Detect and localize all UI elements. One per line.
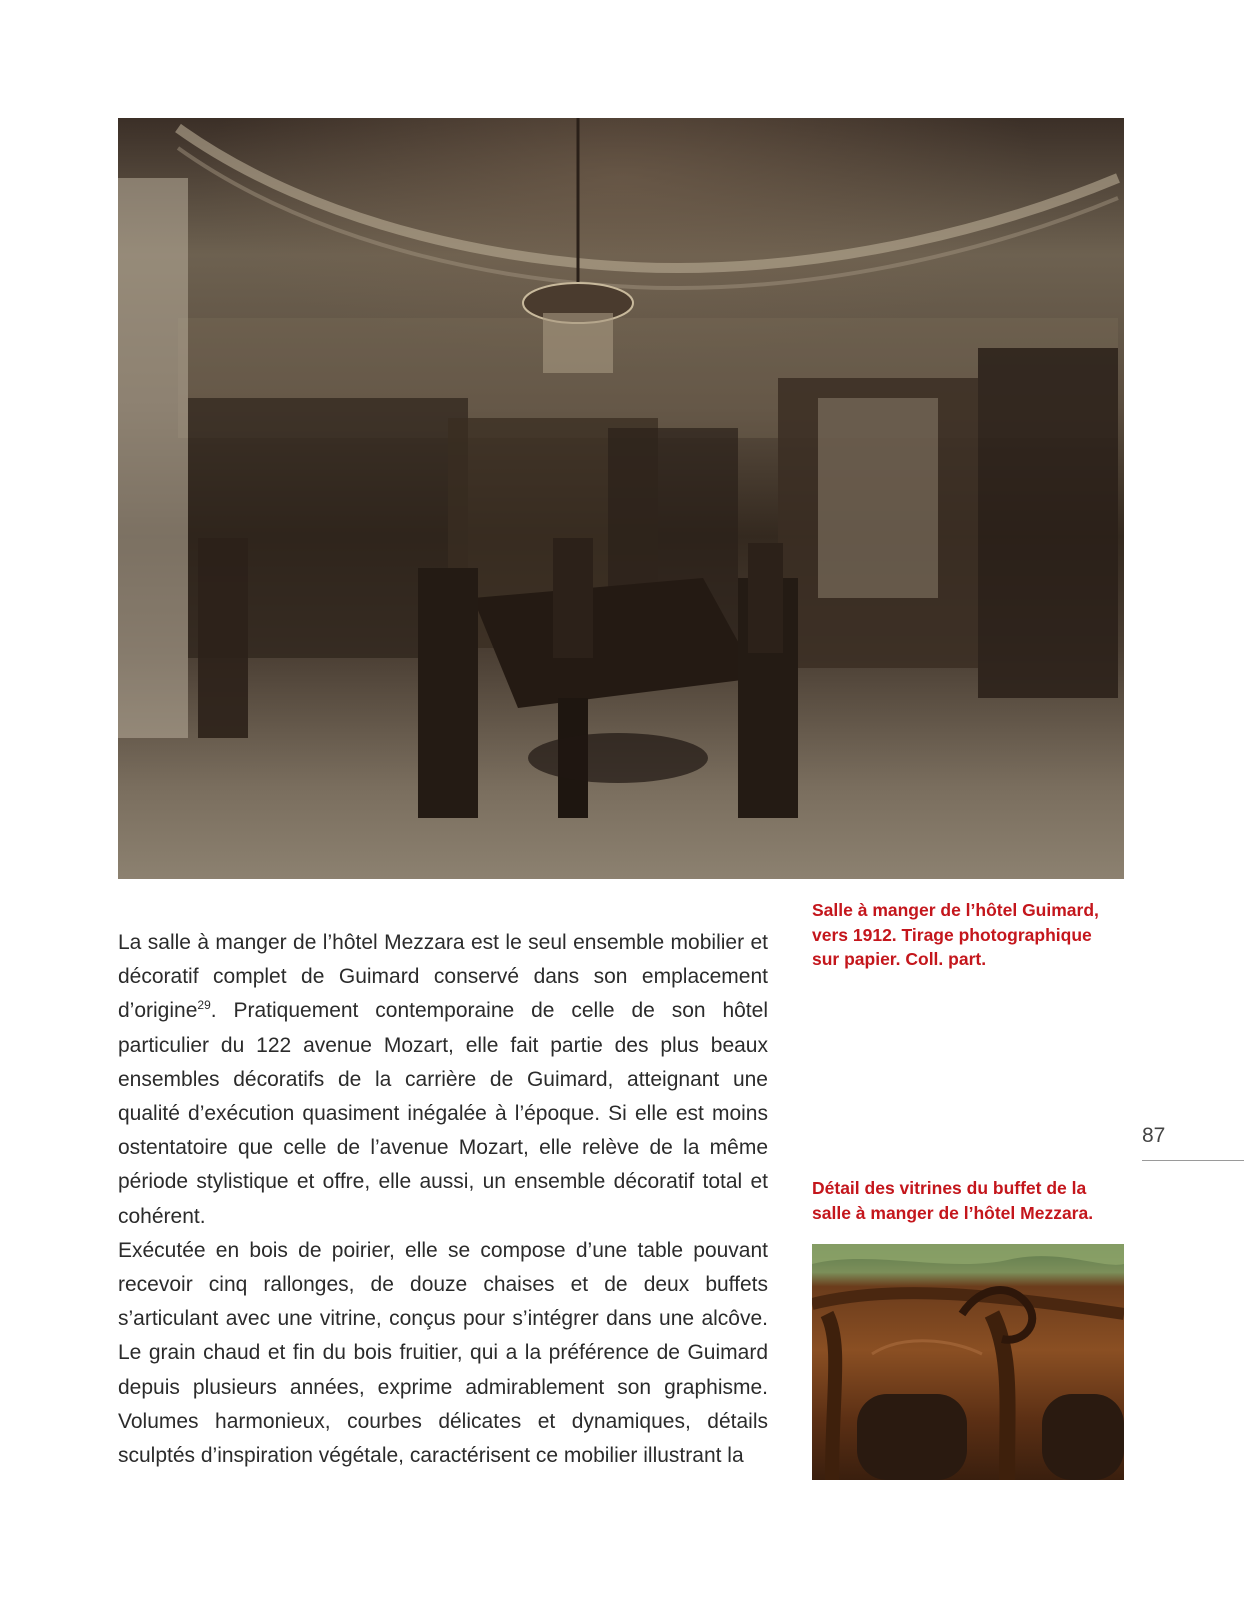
page-number: 87 — [1142, 1124, 1166, 1147]
paragraph-1-start: La salle à manger de l’hôtel Mezzara est le seul ensemble mobilier et décoratif complet de Guimard conservé dans son emplacement d’origine — [118, 931, 768, 1023]
main-photo-caption: Salle à manger de l’hôtel Guimard, vers 1912. Tirage photographique sur papier. Coll. part. — [812, 900, 1099, 969]
vitrine-detail-photo — [812, 1244, 1124, 1480]
vitrine-detail-illustration — [812, 1244, 1124, 1480]
footnote-ref-29[interactable]: 29 — [197, 998, 211, 1013]
dining-room-illustration — [118, 118, 1124, 879]
body-text — [118, 926, 768, 1473]
paragraph-1 — [118, 926, 768, 1234]
page-number-rule — [1142, 1160, 1244, 1161]
paragraph-1-end: . Pratiquement contemporaine de celle de son hôtel particulier du 122 avenue Mozart, elle fait partie des plus beaux ensembles décoratifs de la carrière de Guimard, atteignant une qualité d’exécution quasiment inégalée à l’époque. Si elle est moins ostentatoire que celle de l’avenue Mozart, elle relève de la même période stylistique et offre, elle aussi, un ensemble décoratif total et cohérent. — [118, 999, 768, 1228]
detail-photo-caption: Détail des vitrines du buffet de la salle à manger de l’hôtel Mezzara. — [812, 1178, 1094, 1223]
paragraph-2: Exécutée en bois de poirier, elle se compose d’une table pouvant recevoir cinq rallonges, de douze chaises et de deux buffets s’articulant avec une vitrine, conçus pour s’intégrer dans une alcôve. Le grain chaud et fin du bois fruitier, qui a la préférence de Guimard depuis plusieurs années, exprime admirablement son graphisme. Volumes harmonieux, courbes délicates et dynamiques, détails sculptés d’inspiration végétale, caractérisent ce mobilier illustrant la — [118, 1238, 768, 1468]
dining-room-photo — [118, 118, 1124, 879]
